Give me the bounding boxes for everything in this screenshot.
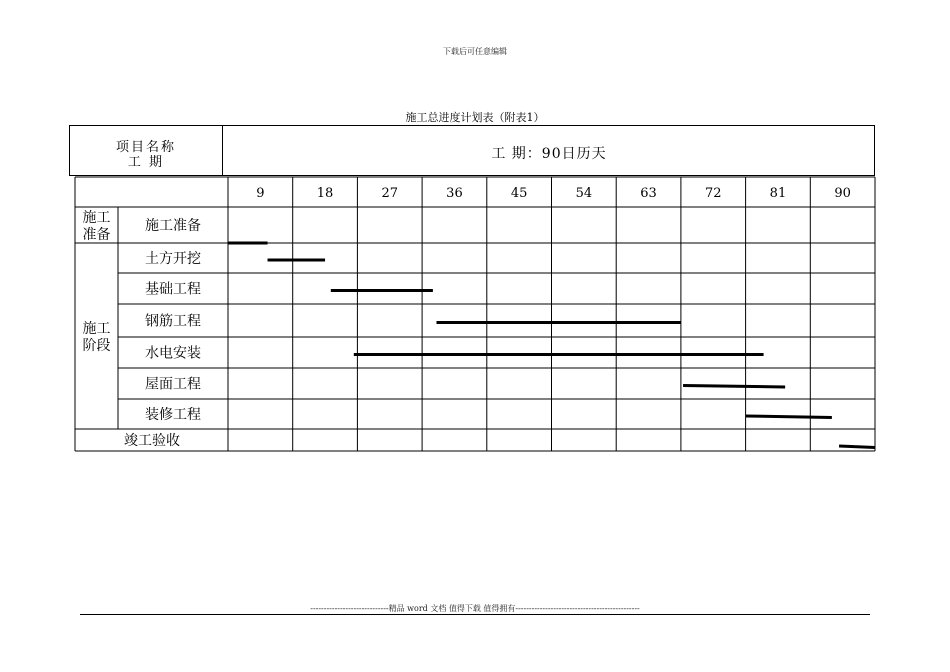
tick-label-72: 72 <box>704 186 722 201</box>
tick-label-81: 81 <box>769 186 787 201</box>
table-title: 施工总进度计划表（附表1） <box>405 111 545 124</box>
tick-label-36: 36 <box>446 186 463 201</box>
tick-labels <box>256 186 851 201</box>
row-labels <box>83 210 202 449</box>
task-label-5: 屋面工程 <box>145 376 201 393</box>
project-duration-label: 工 期 <box>127 155 165 170</box>
header-note: 下载后可任意编辑 <box>443 47 507 56</box>
task-label-1: 土方开挖 <box>145 251 201 267</box>
group-label-prep-line2: 准备 <box>82 227 111 243</box>
tick-label-18: 18 <box>316 186 334 201</box>
task-bar-6 <box>746 416 832 418</box>
tick-label-54: 54 <box>575 186 593 201</box>
tick-label-63: 63 <box>640 186 657 201</box>
task-label-4: 水电安装 <box>145 345 201 362</box>
footer-note: -----------------------------精品 word 文档 值得下载 值得拥有---------------------------------------------- <box>310 604 640 613</box>
task-label-7: 竣工验收 <box>124 433 180 449</box>
tick-label-90: 90 <box>834 186 851 201</box>
group-label-construction-line2: 阶段 <box>82 338 111 354</box>
project-name-label: 项目名称 <box>115 140 176 155</box>
duration-value: 工 期：90日历天 <box>491 146 607 162</box>
task-bar-7 <box>839 446 875 448</box>
task-bar-5 <box>683 386 785 388</box>
tick-label-27: 27 <box>381 186 399 201</box>
tick-label-9: 9 <box>256 186 265 201</box>
tick-label-45: 45 <box>510 186 528 201</box>
task-label-0: 施工准备 <box>145 218 201 234</box>
group-label-prep-line1: 施工 <box>82 210 111 226</box>
footer-line <box>80 614 870 615</box>
task-label-6: 装修工程 <box>145 407 201 423</box>
task-label-2: 基础工程 <box>145 281 201 298</box>
task-label-3: 钢筋工程 <box>145 313 201 330</box>
group-label-construction-line1: 施工 <box>82 321 111 337</box>
